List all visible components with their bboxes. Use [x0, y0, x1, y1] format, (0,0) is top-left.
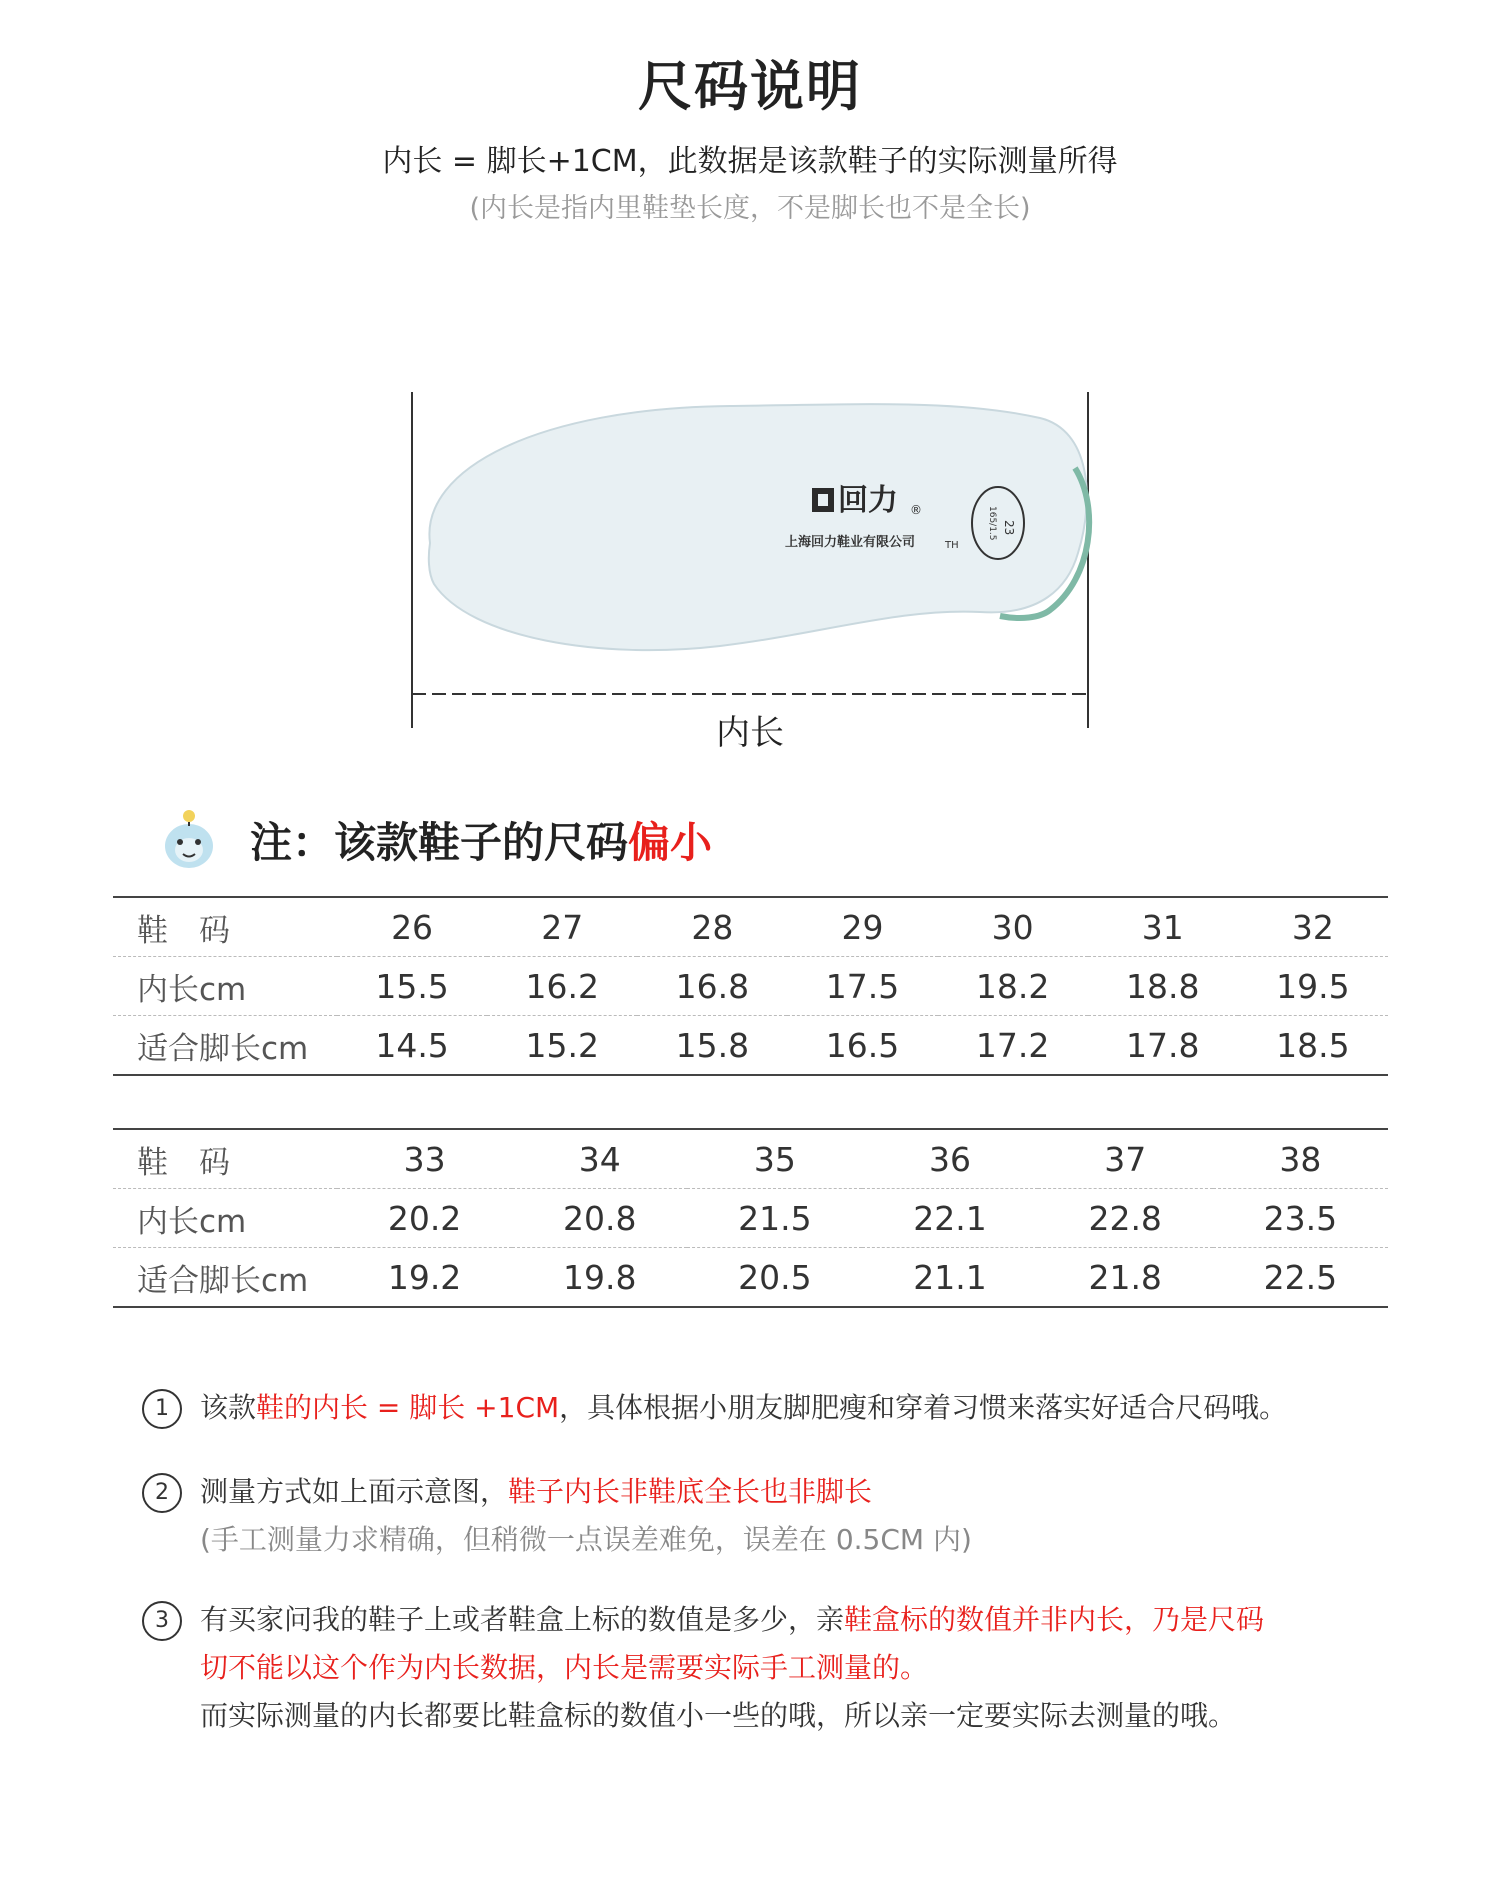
table-cell: 17.5	[787, 957, 937, 1016]
table-cell: 15.8	[637, 1016, 787, 1076]
table-cell: 18.8	[1088, 957, 1238, 1016]
table-cell: 37	[1038, 1129, 1213, 1189]
table-cell: 33	[337, 1129, 512, 1189]
size-note-text: 注：该款鞋子的尺码偏小	[250, 818, 713, 867]
table-cell: 36	[862, 1129, 1037, 1189]
row-label: 鞋 码	[113, 1129, 337, 1189]
tip-2: 2 测量方式如上面示意图，鞋子内长非鞋底全长也非脚长 (手工测量力求精确，但稍微一点误差难免，误差在 0.5CM 内)	[142, 1468, 972, 1564]
table-cell: 31	[1088, 897, 1238, 957]
page-title: 尺码说明	[638, 55, 862, 118]
table-cell: 21.5	[687, 1189, 862, 1248]
size-table-1	[113, 896, 1388, 1076]
table-cell: 20.8	[512, 1189, 687, 1248]
row-label: 内长cm	[113, 1189, 337, 1248]
table-cell: 16.5	[787, 1016, 937, 1076]
table-cell: 21.8	[1038, 1248, 1213, 1308]
table-cell: 32	[1238, 897, 1388, 957]
table-cell: 38	[1213, 1129, 1388, 1189]
size-table-2	[113, 1128, 1388, 1308]
table-cell: 19.8	[512, 1248, 687, 1308]
table-cell: 14.5	[337, 1016, 487, 1076]
company-name: 上海回力鞋业有限公司	[785, 535, 916, 550]
tip-number: 1	[142, 1389, 182, 1429]
table-cell: 34	[512, 1129, 687, 1189]
tip-1: 1 该款鞋的内长 = 脚长 +1CM，具体根据小朋友脚肥瘦和穿着习惯来落实好适合尺码哦。	[142, 1384, 1287, 1432]
tip-number: 3	[142, 1601, 182, 1641]
table-cell: 22.8	[1038, 1189, 1213, 1248]
row-label: 内长cm	[113, 957, 337, 1016]
svg-text:TH: TH	[945, 540, 959, 551]
table-cell: 28	[637, 897, 787, 957]
table-cell: 17.8	[1088, 1016, 1238, 1076]
row-label: 适合脚长cm	[113, 1248, 337, 1308]
table-cell: 22.1	[862, 1189, 1037, 1248]
insole-image	[429, 404, 1089, 650]
subtitle: 内长 = 脚长+1CM，此数据是该款鞋子的实际测量所得	[382, 144, 1118, 179]
badge-code: 165/1.5	[987, 506, 997, 541]
table-cell: 21.1	[862, 1248, 1037, 1308]
table-cell: 18.2	[938, 957, 1088, 1016]
table-row	[113, 897, 1388, 957]
badge-size: 23	[1002, 520, 1016, 536]
tip-3: 3 有买家问我的鞋子上或者鞋盒上标的数值是多少，亲鞋盒标的数值并非内长，乃是尺码 切不能以这个作为内长数据，内长是需要实际手工测量的。 而实际测量的内长都要比鞋盒标的数值小一些的哦，所以亲一定要实际去测量的哦。	[142, 1596, 1264, 1740]
table-cell: 30	[938, 897, 1088, 957]
table-cell: 19.2	[337, 1248, 512, 1308]
row-label: 鞋 码	[113, 897, 337, 957]
table-cell: 23.5	[1213, 1189, 1388, 1248]
table-row	[113, 1129, 1388, 1189]
table-cell: 27	[487, 897, 637, 957]
table-row	[113, 1248, 1388, 1308]
table-cell: 20.5	[687, 1248, 862, 1308]
insole-diagram	[400, 388, 1100, 748]
table-cell: 26	[337, 897, 487, 957]
table-cell: 29	[787, 897, 937, 957]
table-row	[113, 1189, 1388, 1248]
table-cell: 15.2	[487, 1016, 637, 1076]
table-cell: 18.5	[1238, 1016, 1388, 1076]
row-label: 适合脚长cm	[113, 1016, 337, 1076]
table-cell: 16.2	[487, 957, 637, 1016]
size-note-highlight: 偏小	[628, 818, 713, 867]
subtitle-note: (内长是指内里鞋垫长度，不是脚长也不是全长)	[469, 193, 1031, 224]
table-cell: 20.2	[337, 1189, 512, 1248]
tip-2-note: (手工测量力求精确，但稍微一点误差难免，误差在 0.5CM 内)	[200, 1523, 972, 1556]
mascot-icon	[158, 806, 220, 874]
table-row	[113, 957, 1388, 1016]
size-note	[158, 800, 712, 880]
svg-text:®: ®	[910, 503, 922, 517]
brand-logo: 回力	[838, 483, 898, 518]
table-cell: 35	[687, 1129, 862, 1189]
table-cell: 19.5	[1238, 957, 1388, 1016]
table-cell: 15.5	[337, 957, 487, 1016]
table-cell: 16.8	[637, 957, 787, 1016]
dimension-label: 内长	[716, 713, 784, 753]
tip-number: 2	[142, 1473, 182, 1513]
table-cell: 17.2	[938, 1016, 1088, 1076]
table-row	[113, 1016, 1388, 1076]
table-cell: 22.5	[1213, 1248, 1388, 1308]
